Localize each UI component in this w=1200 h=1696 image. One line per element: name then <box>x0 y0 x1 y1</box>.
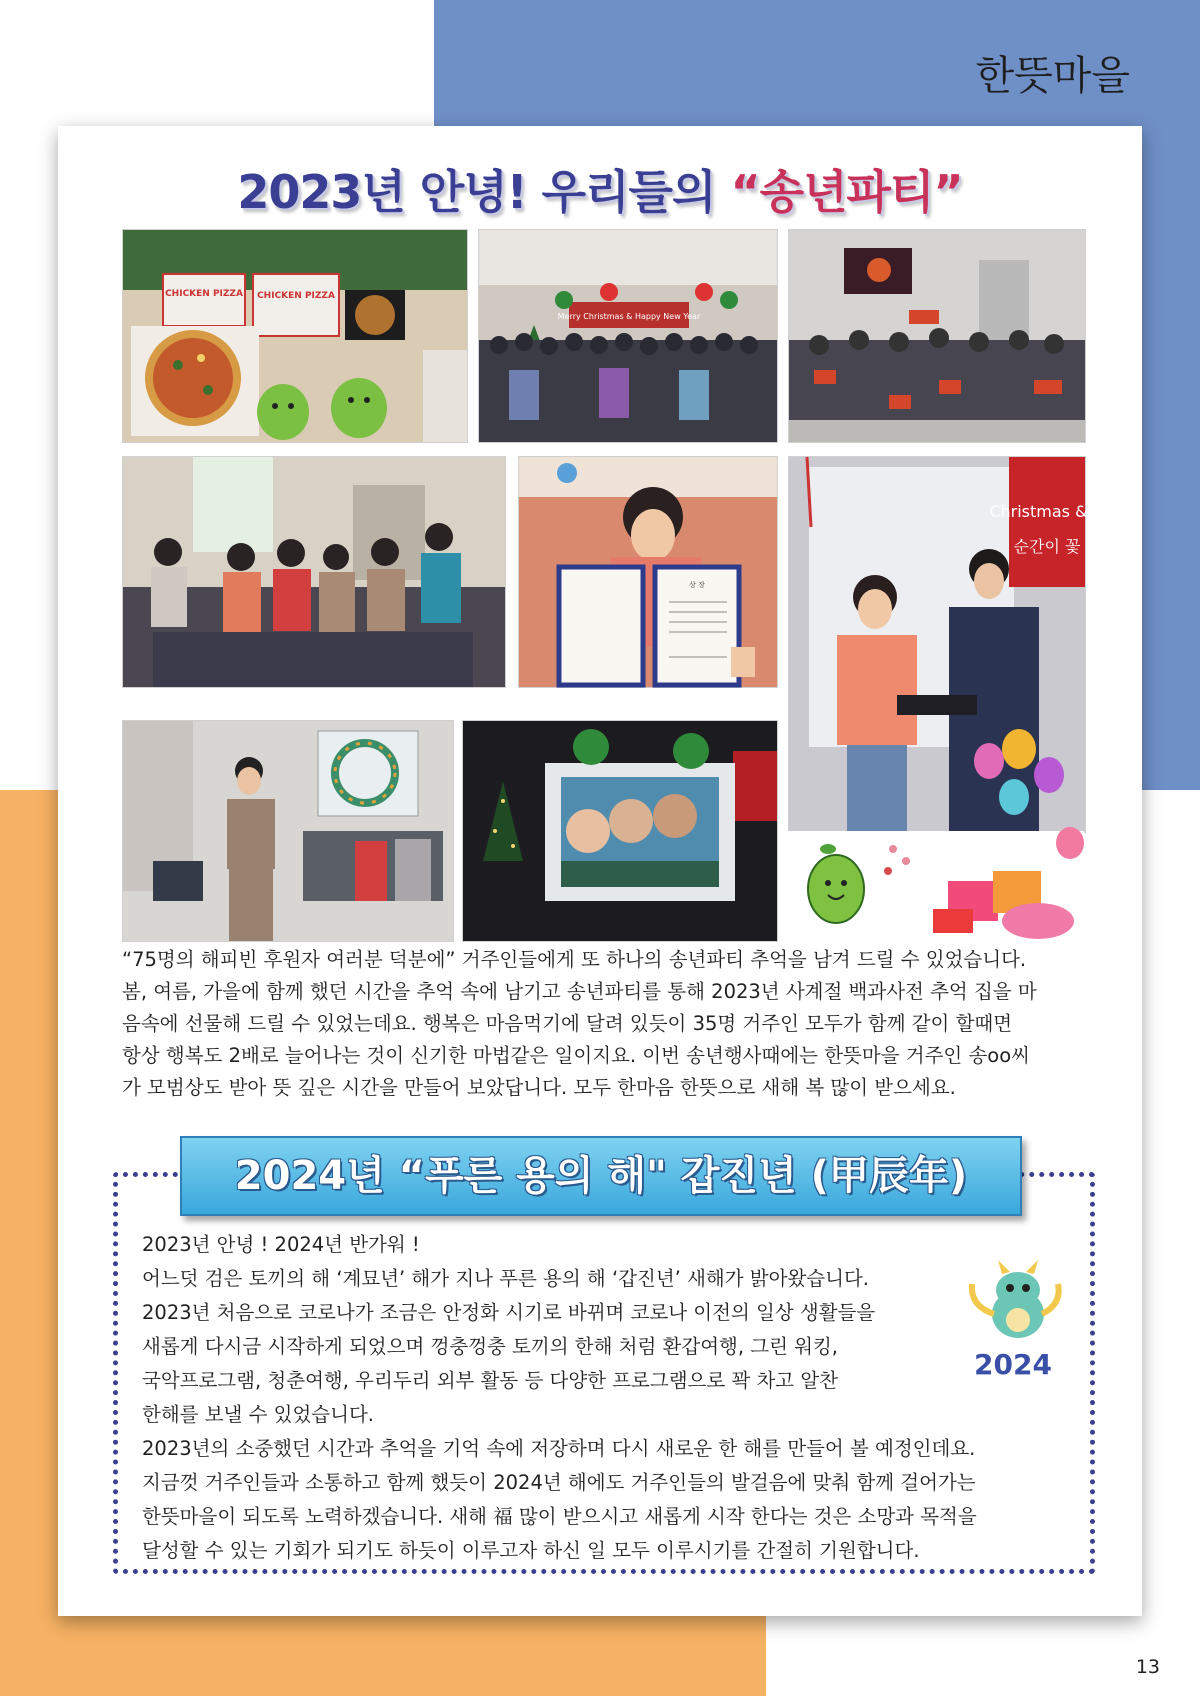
photo-certificate <box>518 456 778 688</box>
content-card <box>58 126 1142 1616</box>
photo-sofa-group <box>122 456 506 688</box>
new-year-line: 어느덧 검은 토끼의 해 ‘계묘년’ 해가 지나 푸른 용의 해 ‘갑진년’ 새해가 밝아왔습니다. <box>142 1267 869 1290</box>
article-body-line: 가 모범상도 받아 뜻 깊은 시간을 만들어 보았답니다. 모두 한마음 한뜻으로 새해 복 많이 받으세요. <box>122 1076 956 1099</box>
new-year-line: 달성할 수 있는 기회가 되기도 하듯이 이루고자 하신 일 모두 이루시기를 간절히 기원합니다. <box>142 1539 920 1562</box>
photo-singer-mic <box>122 720 454 942</box>
section-title: 한뜻마을 <box>975 53 1130 99</box>
pizza-box-label-2: CHICKEN PIZZA <box>257 291 335 301</box>
photo-gifts-floor <box>788 229 1086 443</box>
page-number: 13 <box>1135 1656 1160 1678</box>
pizza-box-label-1: CHICKEN PIZZA <box>165 289 243 299</box>
new-year-line: 한뜻마을이 되도록 노력하겠습니다. 새해 福 많이 받으시고 새롭게 시작 한다는 것은 소망과 목적을 <box>142 1505 977 1528</box>
photo-slideshow-screen <box>462 720 778 942</box>
photo-pizza <box>122 229 468 443</box>
new-year-line: 지금껏 거주인들과 소통하고 함께 했듯이 2024년 해에도 거주인들의 발걸음에 맞춰 함께 걸어가는 <box>142 1471 976 1494</box>
new-year-line: 새롭게 다시금 시작하게 되었으며 껑충껑충 토끼의 한해 처럼 환갑여행, 그린 워킹, <box>142 1335 839 1358</box>
christmas-sign: Christmas & N <box>989 502 1105 521</box>
article-body <box>122 944 1082 1104</box>
article-body-line: 봄, 여름, 가을에 함께 했던 시간을 추억 속에 남기고 송년파티를 통해 2023년 사계절 백과사전 추억 집을 마 <box>122 980 1037 1003</box>
photo-award-ceremony <box>788 456 1105 833</box>
photo-group-party <box>478 229 778 443</box>
certificate-title: 상 장 <box>689 581 705 589</box>
new-year-line: 2023년의 소중했던 시간과 추억을 기억 속에 저장하며 다시 새로운 한 해를 만들어 볼 예정인데요. <box>142 1437 976 1460</box>
new-year-line: 2023년 처음으로 코로나가 조금은 안정화 시기로 바뀌며 코로나 이전의 일상 생활들을 <box>142 1301 876 1324</box>
party-banner-label: Merry Christmas & Happy New Year <box>557 312 701 321</box>
article-title <box>58 156 1142 222</box>
article-body-line: 항상 행복도 2배로 늘어나는 것이 신기한 마법같은 일이지요. 이번 송년행사때에는 한뜻마을 거주인 송oo씨 <box>122 1044 1031 1067</box>
new-year-line: 국악프로그램, 청춘여행, 우리두리 외부 활동 등 다양한 프로그램으로 꽉 차고 알찬 <box>142 1369 839 1392</box>
new-year-line: 한해를 보낼 수 있었습니다. <box>142 1403 375 1426</box>
article-title-quote: “송년파티” <box>730 165 963 219</box>
new-year-text <box>142 1228 1062 1568</box>
article-title-main: 2023년 안녕! 우리들의 <box>237 165 731 219</box>
new-year-line: 2023년 안녕 ! 2024년 반가워 ! <box>142 1233 420 1256</box>
year-badge: 2024 <box>974 1348 1052 1381</box>
new-year-banner: 2024년 “푸른 용의 해" 갑진년 (甲辰年) <box>180 1136 1022 1216</box>
moment-sign: 순간이 꽃 <box>1013 537 1081 556</box>
article-body-line: 음속에 선물해 드릴 수 있었는데요. 행복은 마음먹기에 달려 있듯이 35명 거주인 모두가 함께 같이 할때면 <box>122 1012 1013 1035</box>
article-body-line: “75명의 해피빈 후원자 여러분 덕분에” 거주인들에게 또 하나의 송년파티 추억을 남겨 드릴 수 있었습니다. <box>122 948 1027 971</box>
illustration-mascot-gifts <box>788 831 1084 941</box>
